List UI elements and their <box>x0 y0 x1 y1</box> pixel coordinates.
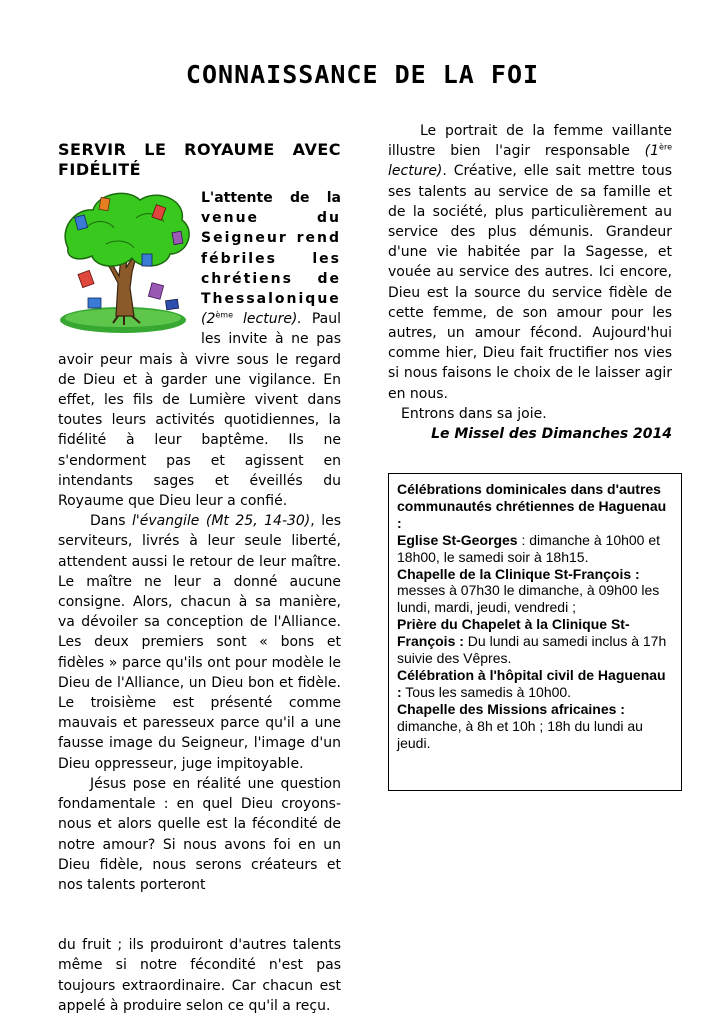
box-entry-text: dimanche, à 8h et 10h ; 18h du lundi au jeudi. <box>397 717 643 751</box>
box-entry-text: Tous les samedis à 10h00. <box>401 683 572 700</box>
signature: Le Missel des Dimanches 2014 <box>431 426 672 443</box>
right-paragraph-1-text: . Créative, elle sait mettre tous ses talents au service de sa famille et de la société, plus particulièrement au service des plus démunis. Grandeur d'une vie habitée par la Sagesse, et vouée au service des autres. Ici encore, Dieu est la source du service fidèle de cette femme, de son amour pour les autres, un amour fécond. Aujourd'hui comme hier, Dieu fait fructifier nos vies si nous faisons le choix de le laisser agir en nous. <box>388 163 672 402</box>
right-paragraph-1-start: Le portrait de la femme vaillante illustre bien l'agir responsable <box>388 123 672 160</box>
paragraph-2-start: Dans <box>90 513 133 530</box>
box-entry <box>397 566 673 617</box>
box-entry <box>397 667 673 701</box>
page-title: CONNAISSANCE DE LA FOI <box>185 60 540 89</box>
reading-ref-sup: ème <box>215 310 234 320</box>
box-heading: Célébrations dominicales dans d'autres communautés chrétiennes de Haguenau : <box>397 481 667 531</box>
wrapped-line: chrétiens de <box>201 270 341 287</box>
left-column <box>58 140 341 1016</box>
box-entry-title: Chapelle des Missions africaines : <box>397 700 625 717</box>
box-entry-title: Eglise St-Georges <box>397 531 518 548</box>
right-ref-text: lecture) <box>388 163 443 180</box>
box-entry <box>397 616 673 667</box>
box-entry-title: Célébration à l'hôpital civil de Haguenau : <box>397 666 666 700</box>
paragraph-2 <box>58 511 341 774</box>
right-column <box>388 121 672 444</box>
right-ref-sup: ère <box>659 142 672 152</box>
wrapped-line: Seigneur rend <box>201 230 341 247</box>
paragraph-gap <box>58 895 341 935</box>
paragraph-2-text: , les serviteurs, livrés à leur seule liberté, attendent aussi le retour de leur maître. Le maître ne leur a donné aucune consigne. Alors, chacun à sa manière, va dévoiler sa conception de l'Alliance. Les deux premiers sont « bons et fidèles » parce qu'ils ont pour modèle le Dieu de l'Alliance, un Dieu bon et fidèle. Le troisième est présenté comme mauvais et paresseux parce qu'il a une fausse image du Seigneur, l'image d'un Dieu oppresseur, juge impitoyable. <box>58 513 341 772</box>
wrapped-line: Thessalonique <box>201 291 341 308</box>
box-entry-title: Chapelle de la Clinique St-François : <box>397 565 640 582</box>
box-entry-title: Prière du Chapelet à la Clinique St-François : <box>397 616 630 650</box>
box-entry-text: : dimanche à 10h00 et 18h00, le samedi soir à 18h15. <box>397 531 661 565</box>
paragraph-1-text: Paul les invite à ne pas avoir peur mais à vivre sous le regard de Dieu et à garder une vigilance. En effet, les fils de Lumière vivent dans toutes leurs activités quotidiennes, la fidélité à leur baptême. Ils ne s'endorment pas et agissent en intendants sages et éveillés du Royaume que Dieu leur a confié. <box>58 311 342 510</box>
section-heading: SERVIR LE ROYAUME AVEC FIDÉLITÉ <box>58 140 341 179</box>
paragraph-4: du fruit ; ils produiront d'autres talents même si notre fécondité n'est pas toujours extraordinaire. Car chacun est appelé à produire selon ce qu'il a reçu. <box>58 937 341 1014</box>
wrapped-line: fébriles les <box>201 250 341 267</box>
right-ref: (1 <box>644 143 660 160</box>
box-entry <box>397 532 673 566</box>
tree-illustration <box>58 188 193 336</box>
box-entry <box>397 701 673 752</box>
box-entry-text: messes à 07h30 le dimanche, à 09h00 les lundi, mardi, jeudi, vendredi ; <box>397 582 660 616</box>
right-paragraph-1 <box>388 121 672 404</box>
gospel-ref: l'évangile (Mt 25, 14-30) <box>132 513 311 530</box>
paragraph-1 <box>58 309 341 511</box>
right-paragraph-2: Entrons dans sa joie. <box>401 405 547 422</box>
paragraph-3: Jésus pose en réalité une question fondamentale : en quel Dieu croyons-nous et alors quelle est la fécondité de notre amour? Si nous avons foi en un Dieu fidèle, nous serons créateurs et nos talents porteront <box>58 775 341 893</box>
wrapped-line: venue du <box>201 210 341 227</box>
wrapped-line: L'attente de la <box>201 190 341 206</box>
reading-ref: (2 <box>201 311 216 328</box>
reading-ref-text: lecture). <box>233 311 302 328</box>
celebrations-box <box>388 473 682 791</box>
box-entry-text: Du lundi au samedi inclus à 17h suivie des Vêpres. <box>397 633 667 667</box>
